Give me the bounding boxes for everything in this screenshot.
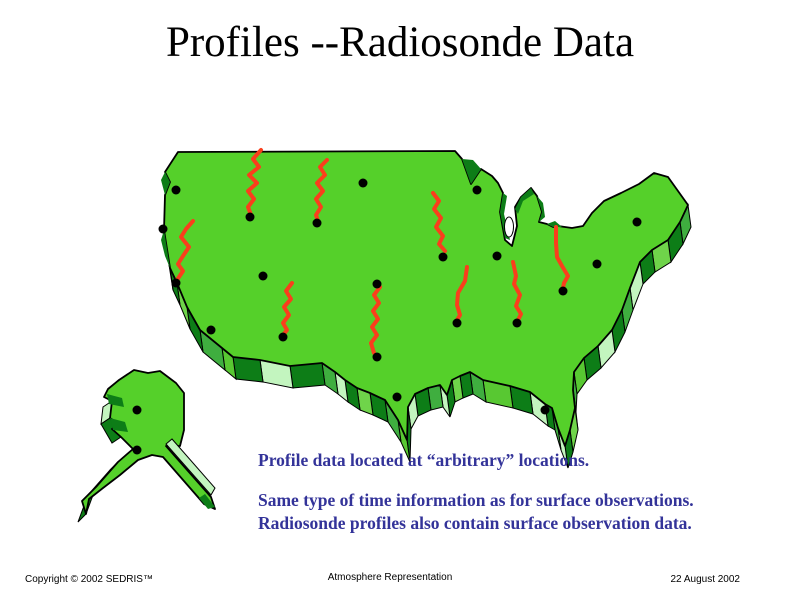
station-dot [439, 253, 448, 262]
station-dot [159, 225, 168, 234]
footer-copyright: Copyright © 2002 SEDRIS™ [25, 574, 153, 585]
station-dot [473, 186, 482, 195]
station-dot [393, 393, 402, 402]
station-dot [359, 179, 368, 188]
station-dot [133, 446, 142, 455]
footer-presentation-title: Atmosphere Representation [327, 572, 453, 583]
station-dot [373, 353, 382, 362]
footer-date: 22 August 2002 [670, 574, 740, 585]
station-dot [279, 333, 288, 342]
alaska-landmass [82, 370, 215, 514]
slide-title: Profiles --Radiosonde Data [165, 19, 635, 66]
station-dot [172, 186, 181, 195]
station-dot [246, 213, 255, 222]
station-dot [513, 319, 522, 328]
body-line-1: Profile data located at “arbitrary” locations. [258, 450, 590, 470]
slide-body-text [258, 449, 778, 535]
lake-shape [505, 217, 514, 237]
station-dot [373, 280, 382, 289]
station-dot [493, 252, 502, 261]
station-dot [313, 219, 322, 228]
station-dot [172, 279, 181, 288]
body-line-2: Same type of time information as for surface observations. [258, 490, 694, 510]
station-dot [207, 326, 216, 335]
station-dot [133, 406, 142, 415]
station-dot [559, 287, 568, 296]
station-dot [593, 260, 602, 269]
station-dot [259, 272, 268, 281]
body-line-3: Radiosonde profiles also contain surface observation data. [258, 513, 692, 533]
conus-coast-extrusion-segment [233, 357, 263, 382]
station-dot [541, 406, 550, 415]
conus-coast-extrusion-segment [290, 363, 325, 388]
station-dot [633, 218, 642, 227]
station-dot [453, 319, 462, 328]
